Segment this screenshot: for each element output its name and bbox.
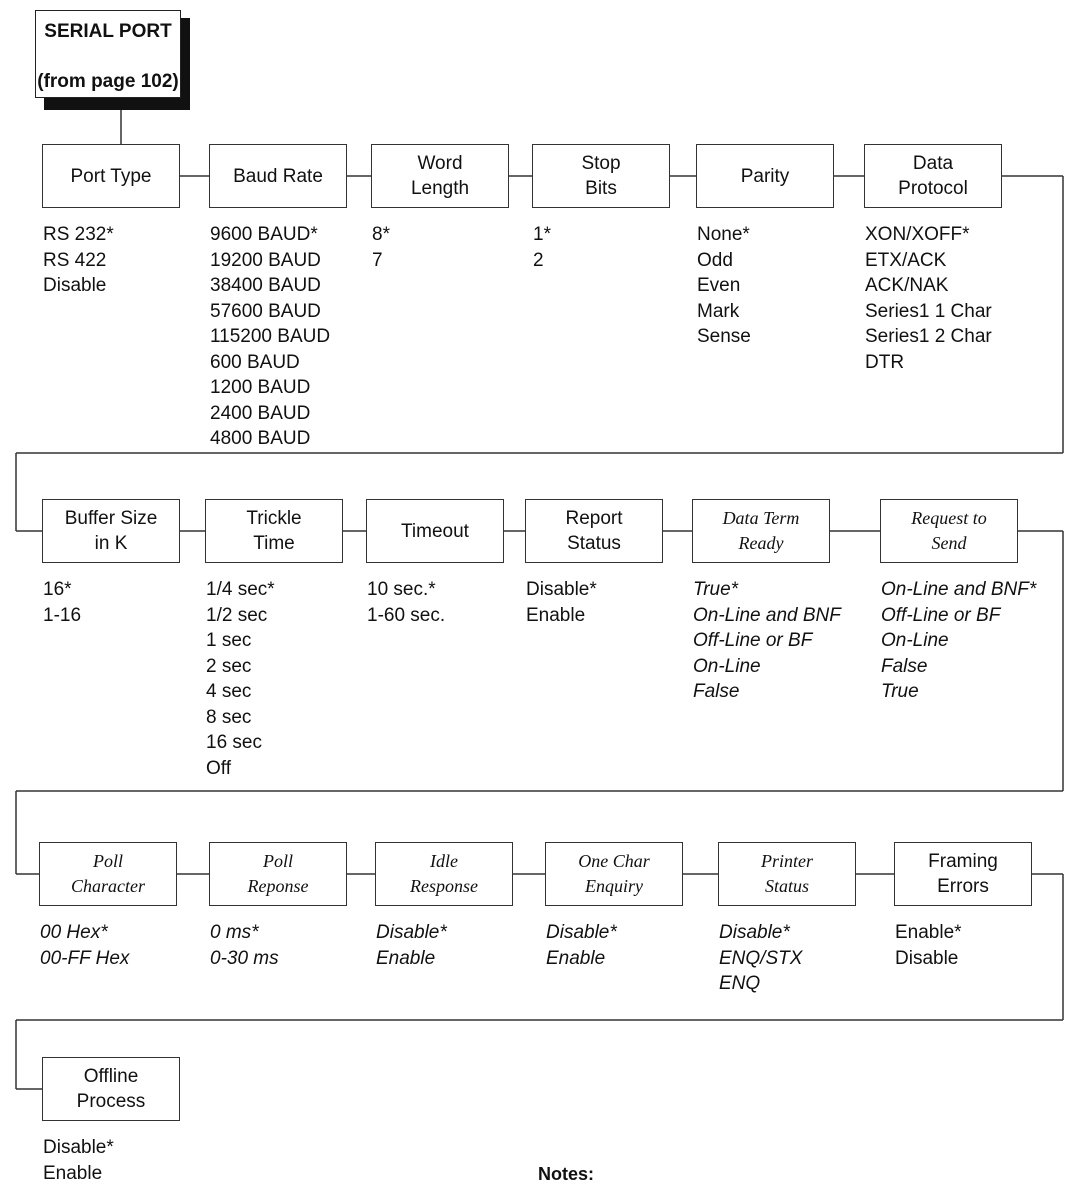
poll-character-label-line: Poll [93,849,123,874]
option-item: Enable [526,603,597,629]
option-item: Enable [43,1161,114,1186]
option-item: 16* [43,577,81,603]
option-item: Disable* [546,920,617,946]
word-length-options [372,222,390,273]
report-status-label-line: Report [565,506,622,531]
word-length-label-line: Word [417,151,462,176]
poll-reponse-label-line: Reponse [248,874,309,899]
option-item: 10 sec.* [367,577,445,603]
poll-character-label-line: Character [71,874,145,899]
idle-response-options [376,920,447,971]
buffer-size-in-k-label-line: in K [95,531,128,556]
baud-rate-label-line: Baud Rate [233,164,323,189]
option-item: 16 sec [206,730,275,756]
request-to-send-box [880,499,1018,563]
stop-bits-box [532,144,670,208]
option-item: RS 422 [43,248,114,274]
buffer-size-in-k-box [42,499,180,563]
port-type-box [42,144,180,208]
option-item: Disable* [43,1135,114,1161]
serial-port-title-box [35,10,181,98]
data-term-ready-options [693,577,841,705]
option-item: DTR [865,350,992,376]
trickle-time-box [205,499,343,563]
option-item: Enable* [895,920,962,946]
data-protocol-options [865,222,992,375]
framing-errors-box [894,842,1032,906]
framing-errors-options [895,920,962,971]
option-item: RS 232* [43,222,114,248]
option-item: Disable [43,273,114,299]
option-item: 115200 BAUD [210,324,330,350]
data-term-ready-label-line: Ready [739,531,784,556]
one-char-enquiry-options [546,920,617,971]
timeout-label-line: Timeout [401,519,469,544]
option-item: 1/4 sec* [206,577,275,603]
printer-status-label-line: Printer [761,849,813,874]
option-item: False [693,679,841,705]
option-item: 2 sec [206,654,275,680]
baud-rate-options [210,222,330,452]
stop-bits-label-line: Stop [581,151,620,176]
option-item: 00-FF Hex [40,946,129,972]
option-item: ETX/ACK [865,248,992,274]
option-item: Enable [546,946,617,972]
option-item: 8 sec [206,705,275,731]
option-item: Mark [697,299,751,325]
option-item: ENQ/STX [719,946,802,972]
parity-box [696,144,834,208]
stop-bits-label-line: Bits [585,176,617,201]
option-item: Off [206,756,275,782]
trickle-time-label-line: Trickle [246,506,301,531]
framing-errors-label-line: Errors [937,874,989,899]
option-item: Disable [895,946,962,972]
option-item: 00 Hex* [40,920,129,946]
data-term-ready-box [692,499,830,563]
option-item: ACK/NAK [865,273,992,299]
poll-reponse-options [210,920,279,971]
option-item: On-Line and BNF* [881,577,1036,603]
report-status-label-line: Status [567,531,621,556]
one-char-enquiry-label-line: One Char [578,849,650,874]
stop-bits-options [533,222,551,273]
word-length-box [371,144,509,208]
option-item: 2400 BAUD [210,401,330,427]
option-item: Off-Line or BF [693,628,841,654]
option-item: 0 ms* [210,920,279,946]
option-item: 1/2 sec [206,603,275,629]
idle-response-label-line: Idle [430,849,458,874]
poll-reponse-box [209,842,347,906]
option-item: 600 BAUD [210,350,330,376]
trickle-time-options [206,577,275,781]
option-item: True* [693,577,841,603]
timeout-options [367,577,445,628]
request-to-send-label-line: Send [932,531,967,556]
word-length-label-line: Length [411,176,469,201]
poll-character-options [40,920,129,971]
request-to-send-options [881,577,1036,705]
option-item: 19200 BAUD [210,248,330,274]
poll-reponse-label-line: Poll [263,849,293,874]
option-item: On-Line [881,628,1036,654]
option-item: Disable* [526,577,597,603]
option-item: 4800 BAUD [210,426,330,452]
printer-status-box [718,842,856,906]
title-line-1: SERIAL PORT [36,21,180,43]
report-status-box [525,499,663,563]
data-term-ready-label-line: Data Term [723,506,800,531]
parity-options [697,222,751,350]
option-item: Off-Line or BF [881,603,1036,629]
option-item: None* [697,222,751,248]
data-protocol-label-line: Protocol [898,176,968,201]
printer-status-label-line: Status [765,874,809,899]
option-item: 1 sec [206,628,275,654]
option-item: 57600 BAUD [210,299,330,325]
offline-process-label-line: Process [77,1089,146,1114]
option-item: 1-16 [43,603,81,629]
option-item: XON/XOFF* [865,222,992,248]
option-item: 1* [533,222,551,248]
trickle-time-label-line: Time [253,531,295,556]
report-status-options [526,577,597,628]
data-protocol-box [864,144,1002,208]
parity-label-line: Parity [741,164,790,189]
port-type-label-line: Port Type [71,164,152,189]
buffer-size-in-k-options [43,577,81,628]
port-type-options [43,222,114,299]
option-item: 2 [533,248,551,274]
poll-character-box [39,842,177,906]
option-item: Enable [376,946,447,972]
option-item: Odd [697,248,751,274]
option-item: 4 sec [206,679,275,705]
option-item: Disable* [376,920,447,946]
baud-rate-box [209,144,347,208]
option-item: On-Line and BNF [693,603,841,629]
option-item: True [881,679,1036,705]
option-item: 0-30 ms [210,946,279,972]
data-protocol-label-line: Data [913,151,953,176]
option-item: 7 [372,248,390,274]
offline-process-box [42,1057,180,1121]
option-item: ENQ [719,971,802,997]
option-item: 38400 BAUD [210,273,330,299]
idle-response-label-line: Response [410,874,478,899]
option-item: 1200 BAUD [210,375,330,401]
option-item: 8* [372,222,390,248]
option-item: 9600 BAUD* [210,222,330,248]
buffer-size-in-k-label-line: Buffer Size [65,506,158,531]
framing-errors-label-line: Framing [928,849,998,874]
notes-label: Notes: [538,1164,594,1185]
request-to-send-label-line: Request to [911,506,986,531]
option-item: 1-60 sec. [367,603,445,629]
timeout-box [366,499,504,563]
option-item: Even [697,273,751,299]
option-item: On-Line [693,654,841,680]
title-line-2: (from page 102) [36,71,180,93]
option-item: Series1 1 Char [865,299,992,325]
printer-status-options [719,920,802,997]
offline-process-label-line: Offline [84,1064,139,1089]
one-char-enquiry-label-line: Enquiry [585,874,643,899]
option-item: Series1 2 Char [865,324,992,350]
option-item: Disable* [719,920,802,946]
option-item: False [881,654,1036,680]
option-item: Sense [697,324,751,350]
offline-process-options [43,1135,114,1186]
one-char-enquiry-box [545,842,683,906]
idle-response-box [375,842,513,906]
